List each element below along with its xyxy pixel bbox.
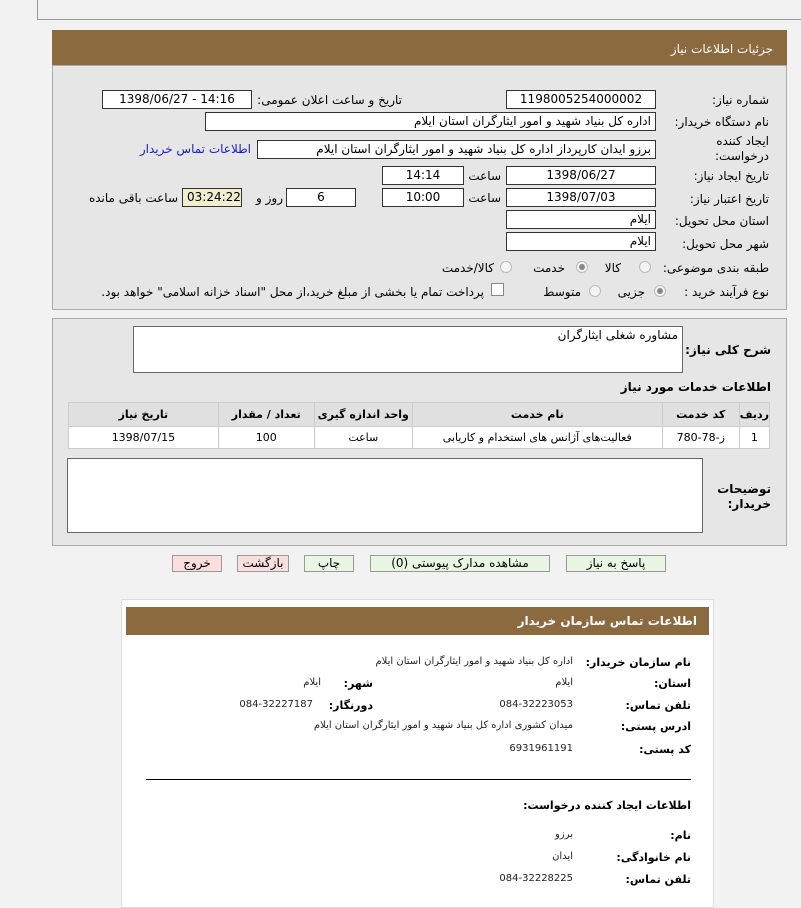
postal-value: 6931961191: [509, 743, 573, 754]
buyer-field: اداره کل بنیاد شهید و امور ایثارگران استان ایلام: [205, 112, 656, 131]
divider: [146, 779, 691, 780]
phone-label: تلفن تماس:: [625, 699, 691, 712]
treasury-payment-checkbox[interactable]: [491, 283, 504, 296]
cell-date: 1398/07/15: [69, 427, 219, 449]
cell-unit: ساعت: [314, 427, 412, 449]
col-row: ردیف: [739, 403, 769, 427]
creator-phone-value: 084-32228225: [499, 873, 573, 884]
family-value: ایدان: [552, 851, 573, 862]
remaining-label: ساعت باقی مانده: [88, 191, 178, 205]
category-label: طبقه بندی موضوعی:: [662, 261, 769, 275]
top-frame: [37, 0, 801, 20]
days-label: روز و: [256, 191, 283, 205]
family-label: نام خانوادگی:: [616, 851, 691, 864]
col-name: نام خدمت: [412, 403, 662, 427]
name-value: برزو: [555, 829, 573, 840]
table-header-row: [69, 403, 770, 427]
services-table: [68, 402, 770, 449]
announce-label: تاریخ و ساعت اعلان عمومی:: [257, 93, 402, 107]
buyer-label: نام دستگاه خریدار:: [674, 115, 769, 129]
creator-info-title: اطلاعات ایجاد کننده درخواست:: [523, 799, 691, 812]
creator-label: ایجاد کننده درخواست:: [715, 134, 769, 163]
process-minor-label: جزیی: [617, 285, 645, 299]
valid-time-label: ساعت: [468, 191, 501, 205]
province-label: استان:: [654, 677, 691, 690]
city-field: ایلام: [506, 232, 656, 251]
category-service-label: خدمت: [533, 261, 565, 275]
created-time-field: 14:14: [382, 166, 464, 185]
postal-label: کد پستی:: [639, 743, 691, 756]
city-value: ایلام: [303, 677, 321, 688]
col-date: تاریخ نیاز: [69, 403, 219, 427]
table-row: [69, 427, 770, 449]
buyer-contact-link[interactable]: اطلاعات تماس خریدار: [139, 142, 251, 156]
org-label: نام سازمان خریدار:: [585, 656, 691, 669]
description-field[interactable]: مشاوره شغلی ایثارگران: [133, 326, 683, 373]
col-code: کد خدمت: [662, 403, 739, 427]
address-value: میدان کشوری اداره کل بنیاد شهید و امور ایثارگران استان ایلام: [313, 720, 573, 731]
created-label: تاریخ ایجاد نیاز:: [693, 169, 769, 183]
creator-field: برزو ایدان کارپرداز اداره کل بنیاد شهید و امور ایثارگران استان ایلام: [257, 140, 656, 159]
page-header: جزئیات اطلاعات نیاز: [52, 30, 787, 65]
back-button[interactable]: بازگشت: [237, 555, 289, 572]
category-both-label: کالا/خدمت: [441, 261, 494, 275]
province-field: ایلام: [506, 210, 656, 229]
fax-value: 084-32227187: [239, 699, 313, 710]
buyer-notes-field[interactable]: [67, 458, 703, 533]
contact-popup-title: اطلاعات تماس سازمان خریدار: [126, 607, 709, 635]
print-button[interactable]: چاپ: [304, 555, 354, 572]
phone-value: 084-32223053: [499, 699, 573, 710]
process-medium-label: متوسط: [543, 285, 581, 299]
need-number-field: 1198005254000002: [506, 90, 656, 109]
need-number-label: شماره نیاز:: [712, 93, 769, 107]
treasury-payment-note: پرداخت تمام یا بخشی از مبلغ خرید،از محل "اسناد خزانه اسلامی" خواهد بود.: [101, 285, 484, 299]
org-value: اداره کل بنیاد شهید و امور ایثارگران استان ایلام: [375, 656, 573, 667]
col-qty: تعداد / مقدار: [218, 403, 314, 427]
announce-field: 1398/06/27 - 14:16: [102, 90, 252, 109]
province-label: استان محل تحویل:: [674, 214, 769, 228]
address-label: ادرس پستی:: [620, 720, 691, 733]
description-label: شرح کلی نیاز:: [685, 343, 771, 357]
process-radio-minor[interactable]: [654, 285, 666, 297]
services-title: اطلاعات خدمات مورد نیاز: [620, 380, 771, 394]
created-date-field: 1398/06/27: [506, 166, 656, 185]
category-radio-both[interactable]: [500, 261, 512, 273]
created-time-label: ساعت: [468, 169, 501, 183]
process-radio-medium[interactable]: [589, 285, 601, 297]
category-radio-goods[interactable]: [639, 261, 651, 273]
cell-qty: 100: [218, 427, 314, 449]
category-radio-service[interactable]: [576, 261, 588, 273]
col-unit: واحد اندازه گیری: [314, 403, 412, 427]
name-label: نام:: [670, 829, 691, 842]
process-label: نوع فرآیند خرید :: [684, 285, 769, 299]
exit-button[interactable]: خروج: [172, 555, 222, 572]
valid-date-field: 1398/07/03: [506, 188, 656, 207]
cell-row: 1: [739, 427, 769, 449]
province-value: ایلام: [555, 677, 573, 688]
valid-time-field: 10:00: [382, 188, 464, 207]
buyer-notes-label: توضیحات خریدار:: [717, 482, 771, 511]
category-goods-label: کالا: [604, 261, 621, 275]
creator-phone-label: تلفن تماس:: [625, 873, 691, 886]
city-label: شهر محل تحویل:: [682, 237, 769, 251]
cell-name: فعالیت‌های آژانس های استخدام و کاریابی: [412, 427, 662, 449]
view-documents-button[interactable]: مشاهده مدارک پیوستی (0): [370, 555, 550, 572]
fax-label: دورنگار:: [328, 699, 373, 712]
city-label: شهر:: [343, 677, 373, 690]
valid-label: تاریخ اعتبار نیاز:: [689, 192, 769, 206]
remaining-time-field: 03:24:22: [182, 188, 242, 207]
reply-button[interactable]: پاسخ به نیاز: [566, 555, 666, 572]
cell-code: ز-78-780: [662, 427, 739, 449]
days-field: 6: [286, 188, 356, 207]
